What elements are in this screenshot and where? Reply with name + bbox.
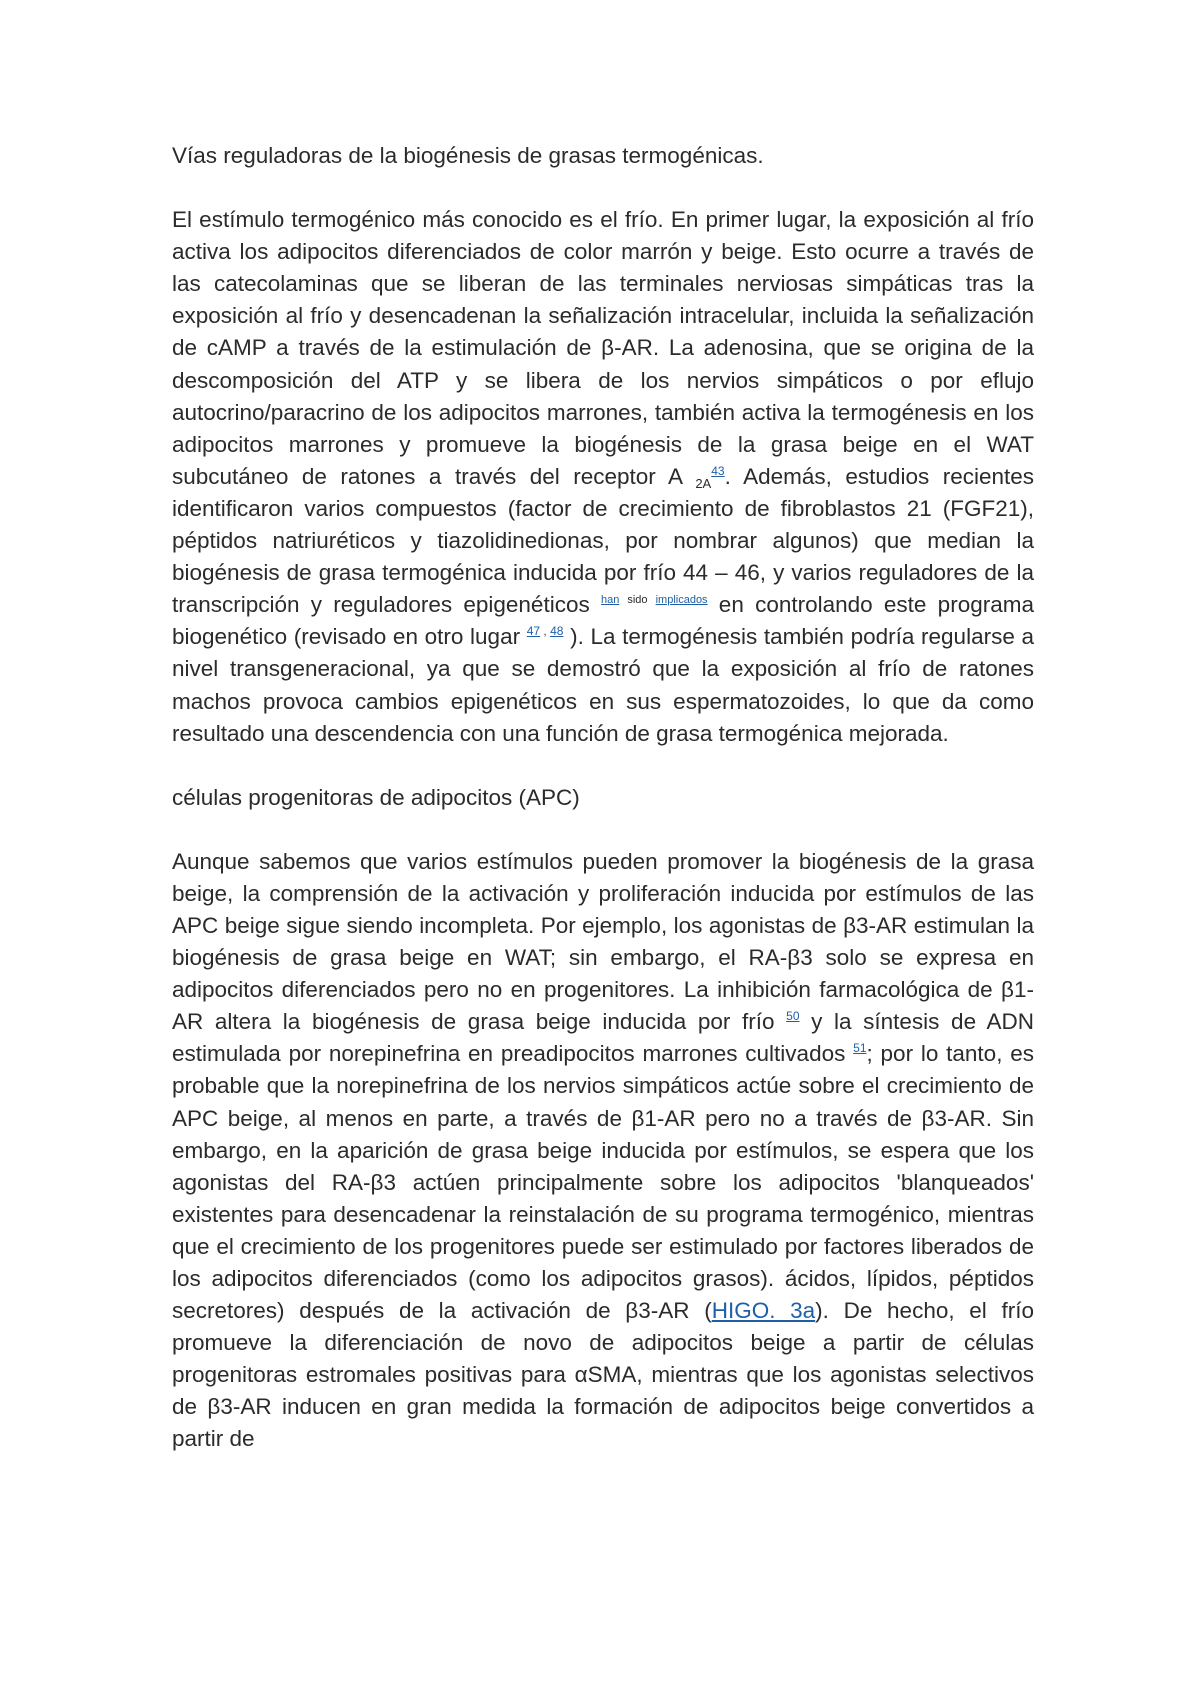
reference-link-48[interactable]: 48 xyxy=(550,624,564,639)
paragraph-text: ). La termogénesis también podría regularse a nivel transgeneracional, ya que se demostró que la exposición al frío de ratones machos provoca cambios epigenéticos en sus espermatozoides, lo que da como resultado una descendencia con una función de grasa termogénica mejorada. xyxy=(172,624,1035,746)
reference-link-51[interactable]: 51 xyxy=(853,1041,867,1056)
paragraph-text: . Además, estudios recientes identificaron varios compuestos (factor de crecimiento de fibroblastos 21 (FGF21), péptidos natriuréticos y tiazolidinedionas, por nombrar algunos) que median la biogénesis de grasa termogénica inducida por frío 44 – 46, y varios reguladores de la transcripción y reguladores epigenéticos xyxy=(172,463,1035,618)
reference-link-han[interactable]: han xyxy=(600,594,620,607)
paragraph-text: ). De hecho, el frío promueve la diferenciación de novo de adipocitos beige a partir de células progenitoras estromales positivas para αSMA, mientras que los agonistas selectivos de β3-AR inducen en gran medida la formación de adipocitos beige convertidos a partir de xyxy=(172,1298,1034,1452)
paragraph-text: en controlando este programa biogenético (revisado en otro lugar xyxy=(172,592,1034,650)
reference-link-43[interactable]: 43 xyxy=(711,463,725,478)
paragraph-text: ; por lo tanto, es probable que la norepinefrina de los nervios simpáticos actúe sobre el crecimiento de APC beige, al menos en parte, a través de β1-AR pero no a través de β3-AR. Sin embargo, en la aparición de grasa beige inducida por estímulos, se espera que los agonistas del RA-β3 actúen principalmente sobre los adipocitos 'blanqueados' existentes para desencadenar la reinstalación de su programa termogénico, mientras que el crecimiento de los progenitores puede ser estimulado por factores liberados de los adipocitos diferenciados (como los adipocitos grasos). ácidos, lípidos, péptidos secretores) después de la activación de β3-AR ( xyxy=(172,1041,1034,1324)
document-page xyxy=(172,140,1034,1488)
paragraph-cold-stimulus xyxy=(172,204,1034,750)
reference-link-50[interactable]: 50 xyxy=(786,1009,800,1024)
subscript-2a: 2A xyxy=(695,475,712,491)
figure-link-3a[interactable]: HIGO. 3a xyxy=(711,1298,816,1324)
section-heading-apc: células progenitoras de adipocitos (APC) xyxy=(172,784,580,810)
reference-separator: , xyxy=(540,626,551,639)
paragraph-text: El estímulo termogénico más conocido es el frío. En primer lugar, la exposición al frío activa los adipocitos diferenciados de color marrón y beige. Esto ocurre a través de las catecolaminas que se liberan de las terminales nerviosas simpáticas tras la exposición al frío y desencadenan la señalización intracelular, incluida la señalización de cAMP a través de la estimulación de β-AR. La adenosina, que se origina de la descomposición del ATP y se libera de los nervios simpáticos o por eflujo autocrino/paracrino de los adipocitos marrones, también activa la termogénesis en los adipocitos marrones y promueve la biogénesis de la grasa beige en el WAT subcutáneo de ratones a través del receptor A xyxy=(172,207,1034,489)
reference-link-implicados[interactable]: implicados xyxy=(655,594,708,607)
paragraph-apc xyxy=(172,846,1034,1456)
reference-link-47[interactable]: 47 xyxy=(526,624,541,639)
section-heading-thermogenic-pathways: Vías reguladoras de la biogénesis de grasas termogénicas. xyxy=(172,143,764,168)
paragraph-text: Aunque sabemos que varios estímulos pueden promover la biogénesis de la grasa beige, la comprensión de la activación y proliferación inducida por estímulos de las APC beige sigue siendo incompleta. Por ejemplo, los agonistas de β3-AR estimulan la biogénesis de grasa beige en WAT; sin embargo, el RA-β3 solo se expresa en adipocitos diferenciados pero no en progenitores. La inhibición farmacológica de β1-AR altera la biogénesis de grasa beige inducida por frío xyxy=(172,848,1034,1035)
superscript-text-sido: sido xyxy=(619,594,656,607)
paragraph-text: y la síntesis de ADN estimulada por norepinefrina en preadipocitos marrones cultivados xyxy=(172,1009,1034,1067)
